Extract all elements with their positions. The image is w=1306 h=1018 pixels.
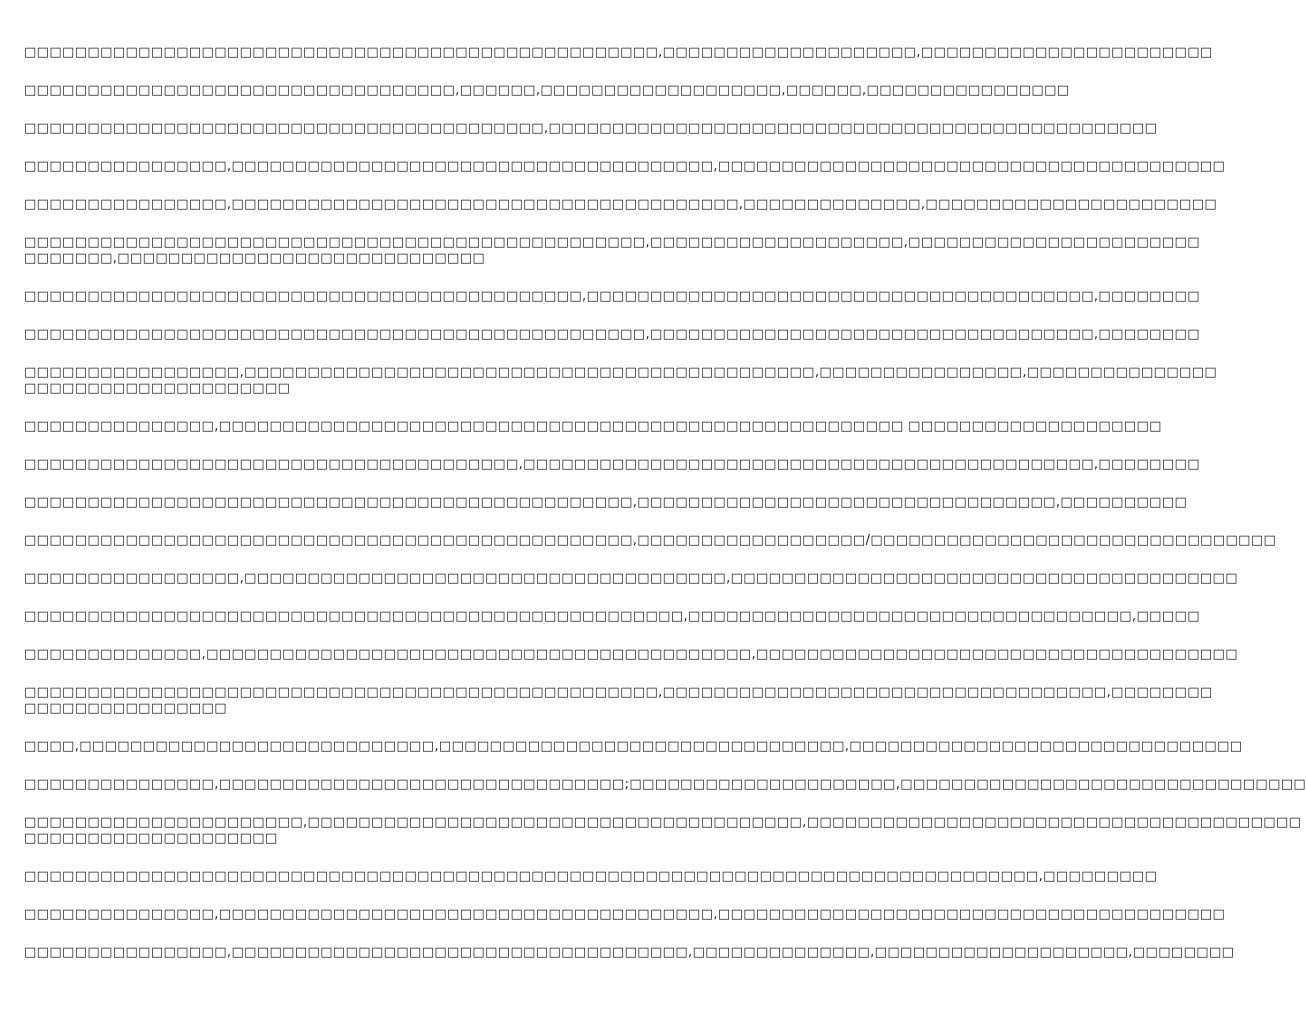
paragraph-line: □□□□□□□□□□□□□□□□□□□□□□,□□□□□□□□□□□□□□□□□□□□□□□□□□□□□□□□□□□□□□□,□□□□□□□□□□□□□□□□□□□□□□□□□□□□□□□□□□□□□□□ [24, 815, 1302, 830]
paragraph [24, 197, 1218, 213]
paragraph [24, 457, 1200, 473]
paragraph-line: □□□□□□□□□□□□□□□□,□□□□□□□□□□□□□□□□□□□□□□□□□□□□□□□□□□□□□□□□,□□□□□□□□□□□□□□,□□□□□□□□□□□□□□□□□□□□□□□ [24, 197, 1218, 212]
paragraph-line: □□□□□□□□□□□□□□□□□□□□□□□□□□□□□□□□□□□□□□□□□□□□□□□□,□□□□□□□□□□□□□□□□□□□□□□□□□□□□□□□□□,□□□□□□□□□□ [24, 495, 1188, 510]
paragraph [24, 495, 1188, 511]
paragraph [24, 907, 1226, 923]
paragraph [24, 289, 1200, 305]
paragraph [24, 685, 1213, 717]
paragraph-line: □□□□□□□□□□□□□□□□□□□□ [24, 831, 278, 846]
paragraph-line: □□□□□□□□□□□□□□□□□□□□□□□□□□□□□□□□□□□□□□□□□,□□□□□□□□□□□□□□□□□□□□□□□□□□□□□□□□□□□□□□□□□□□□□□□□ [24, 121, 1158, 136]
paragraph [24, 571, 1238, 587]
paragraph [24, 159, 1226, 175]
paragraph [24, 365, 1218, 397]
paragraph [24, 777, 1306, 793]
paragraph-line: □□□□□□□□□□□□□□□□□□□□□□□□□□□□□□□□□□□□□□□□□□□□□□□□,□□□□□□□□□□□□□□□□□□/□□□□□□□□□□□□□□□□□□□□□□□□□□□□□□□□ [24, 533, 1277, 548]
paragraph-line: □□□□□□□□□□□□□□□□□□□□□□□□□□□□□□□□□□□□□□□□□□□□,□□□□□□□□□□□□□□□□□□□□□□□□□□□□□□□□□□□□□□□□,□□□□□□□□ [24, 289, 1200, 304]
document-page [24, 45, 1306, 1005]
paragraph-line: □□□□□□□□□□□□□□□□□□□□□□□□□□□□□□□□□□□□□□□□□□□□□□□□□□,□□□□□□□□□□□□□□□□□□□□,□□□□□□□□□□□□□□□□□□□□□□□ [24, 45, 1213, 60]
paragraph-line: □□□□□□□□□□□□□□□□□□□□□□□□□□□□□□□□□□□□□□□□□□□□□□□□□,□□□□□□□□□□□□□□□□□□□□□□□□□□□□□□□□□□□,□□□□□□□□ [24, 327, 1200, 342]
paragraph [24, 609, 1200, 625]
paragraph-line: □□□□□□□□□□□□□□□□□□□□□□□□□□□□□□□□□□□□□□□,□□□□□□□□□□□□□□□□□□□□□□□□□□□□□□□□□□□□□□□□□□□□□,□□□□□□□□ [24, 457, 1200, 472]
paragraph [24, 815, 1302, 847]
paragraph-line: □□□□□□□□□□□□□□,□□□□□□□□□□□□□□□□□□□□□□□□□□□□□□□□□□□□□□□□□□□,□□□□□□□□□□□□□□□□□□□□□□□□□□□□□□□□□□□□□□ [24, 647, 1238, 662]
paragraph [24, 121, 1158, 137]
paragraph [24, 647, 1238, 663]
paragraph-line: □□□□□□□□□□□□□□□,□□□□□□□□□□□□□□□□□□□□□□□□□□□□□□□□;□□□□□□□□□□□□□□□□□□□□□,□□□□□□□□□□□□□□□□□□□□□□□□□□□□□□□□ [24, 777, 1306, 792]
paragraph-line: □□□□□□□□□□□□□□□□□□□□□□□□□□□□□□□□□□□□□□□□□□□□□□□□□□,□□□□□□□□□□□□□□□□□□□□□□□□□□□□□□□□□□□,□□□□□□□□ [24, 685, 1213, 700]
paragraph [24, 869, 1158, 885]
paragraph [24, 739, 1243, 755]
paragraph [24, 327, 1200, 343]
paragraph-line: □□□□□□□□□□□□□□□□,□□□□□□□□□□□□□□□□□□□□□□□□□□□□□□□□□□□□,□□□□□□□□□□□□□□,□□□□□□□□□□□□□□□□□□□□,□□□□□□□□ [24, 945, 1235, 960]
paragraph-line: □□□□□□□□□□□□□□□□□,□□□□□□□□□□□□□□□□□□□□□□□□□□□□□□□□□□□□□□□□□□□□□,□□□□□□□□□□□□□□□□,□□□□□□□□□□□□□□□ [24, 365, 1218, 380]
paragraph [24, 83, 1070, 99]
paragraph-line: □□□□□□□□□□□□□□□□□□□□□ [24, 381, 291, 396]
paragraph [24, 45, 1213, 61]
paragraph-line: □□□□□□□□□□□□□□□□□□□□□□□□□□□□□□□□□□□□□□□□□□□□□□□□□,□□□□□□□□□□□□□□□□□□□□,□□□□□□□□□□□□□□□□□□□□□□□ [24, 235, 1200, 250]
paragraph-line: □□□□,□□□□□□□□□□□□□□□□□□□□□□□□□□□□,□□□□□□□□□□□□□□□□□□□□□□□□□□□□□□□□,□□□□□□□□□□□□□□□□□□□□□□□□□□□□□□□ [24, 739, 1243, 754]
paragraph-line: □□□□□□□□□□□□□□□□□□□□□□□□□□□□□□□□□□,□□□□□□,□□□□□□□□□□□□□□□□□□□,□□□□□□,□□□□□□□□□□□□□□□□ [24, 83, 1070, 98]
paragraph [24, 533, 1277, 549]
paragraph-line: □□□□□□□□□□□□□□□,□□□□□□□□□□□□□□□□□□□□□□□□□□□□□□□□□□□□□□□,□□□□□□□□□□□□□□□□□□□□□□□□□□□□□□□□□□□□□□□□ [24, 907, 1226, 922]
paragraph [24, 945, 1235, 961]
paragraph-line: □□□□□□□□□□□□□□□,□□□□□□□□□□□□□□□□□□□□□□□□□□□□□□□□□□□□□□□□□□□□□□□□□□□□□□ □□□□□□□□□□□□□□□□□□□□ [24, 419, 1162, 434]
paragraph-line: □□□□□□□□□□□□□□□□□□□□□□□□□□□□□□□□□□□□□□□□□□□□□□□□□□□□□□□□□□□□□□□□□□□□□□□□□□□□□□□□,□□□□□□□□□ [24, 869, 1158, 884]
paragraph-line: □□□□□□□□□□□□□□□□ [24, 701, 227, 716]
paragraph [24, 419, 1162, 435]
paragraph-line: □□□□□□□,□□□□□□□□□□□□□□□□□□□□□□□□□□□□□ [24, 251, 486, 266]
paragraph-line: □□□□□□□□□□□□□□□□□□□□□□□□□□□□□□□□□□□□□□□□□□□□□□□□□□□□,□□□□□□□□□□□□□□□□□□□□□□□□□□□□□□□□□□□,□□□□□ [24, 609, 1200, 624]
paragraph-line: □□□□□□□□□□□□□□□□□,□□□□□□□□□□□□□□□□□□□□□□□□□□□□□□□□□□□□□□,□□□□□□□□□□□□□□□□□□□□□□□□□□□□□□□□□□□□□□□□ [24, 571, 1238, 586]
paragraph [24, 235, 1200, 267]
paragraph-line: □□□□□□□□□□□□□□□□,□□□□□□□□□□□□□□□□□□□□□□□□□□□□□□□□□□□□□□,□□□□□□□□□□□□□□□□□□□□□□□□□□□□□□□□□□□□□□□□ [24, 159, 1226, 174]
